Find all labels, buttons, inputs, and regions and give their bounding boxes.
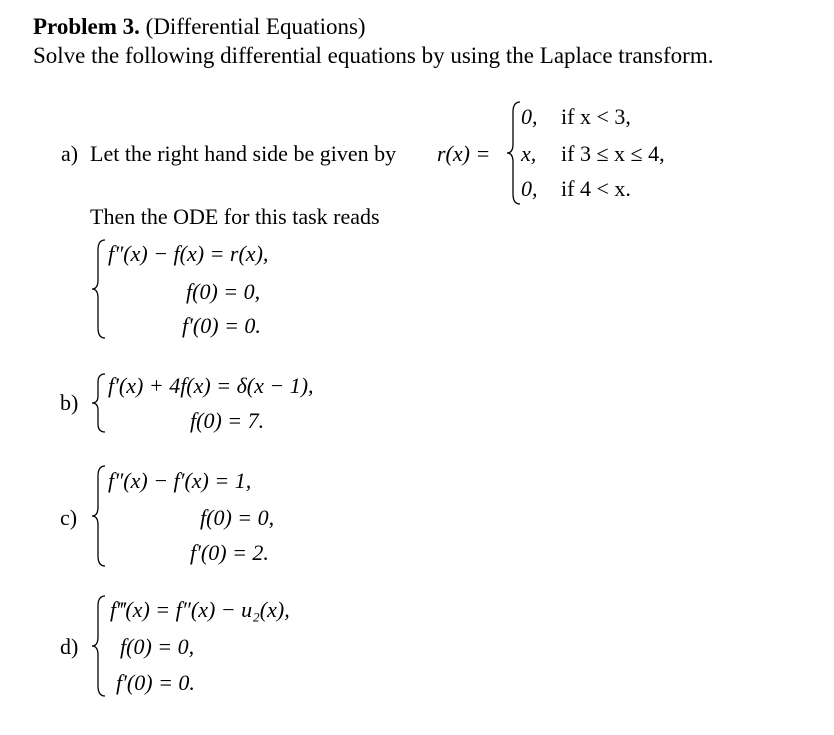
- part-a-case-2-value: x,: [521, 141, 537, 166]
- part-c-equation-1: f″(x) − f′(x) = 1,: [108, 468, 252, 493]
- problem-topic: (Differential Equations): [145, 14, 366, 39]
- problem-heading: Problem 3.: [33, 14, 140, 39]
- part-d-equation-3: f′(0) = 0.: [116, 670, 195, 695]
- problem-instruction: Solve the following differential equations by using the Laplace transform.: [33, 43, 714, 68]
- part-a-case-1-value: 0,: [521, 104, 538, 129]
- part-a-case-1-condition: if x < 3,: [561, 104, 631, 129]
- part-a-equation-2: f(0) = 0,: [186, 279, 261, 304]
- part-d-equation-2: f(0) = 0,: [120, 634, 195, 659]
- part-a-case-2-condition: if 3 ≤ x ≤ 4,: [561, 141, 665, 166]
- part-c-label: c): [60, 505, 78, 530]
- part-d-label: d): [60, 634, 79, 659]
- part-a-system-brace: [90, 238, 110, 340]
- part-c-system-brace: [90, 464, 110, 568]
- part-c-equation-2: f(0) = 0,: [200, 505, 275, 530]
- part-a-equation-1: f″(x) − f(x) = r(x),: [108, 241, 269, 266]
- part-a-intro: Let the right hand side be given by: [90, 141, 397, 166]
- part-b-system-brace: [90, 372, 110, 434]
- part-a-equation-3: f′(0) = 0.: [182, 313, 261, 338]
- part-a-lhs: r(x) =: [437, 141, 491, 166]
- part-b-equation-2: f(0) = 7.: [190, 408, 265, 433]
- part-d-equation-1: f‴(x) = f″(x) − u₂(x),: [110, 597, 290, 622]
- problem-title: [33, 14, 366, 40]
- part-d-system-brace: [90, 594, 110, 698]
- part-a-label: a): [61, 141, 79, 166]
- part-a-case-3-value: 0,: [521, 176, 538, 201]
- part-c-equation-3: f′(0) = 2.: [190, 540, 269, 565]
- part-a-then-text: Then the ODE for this task reads: [90, 204, 380, 229]
- part-b-label: b): [60, 390, 79, 415]
- part-b-equation-1: f′(x) + 4f(x) = δ(x − 1),: [108, 373, 314, 398]
- part-a-case-3-condition: if 4 < x.: [561, 176, 631, 201]
